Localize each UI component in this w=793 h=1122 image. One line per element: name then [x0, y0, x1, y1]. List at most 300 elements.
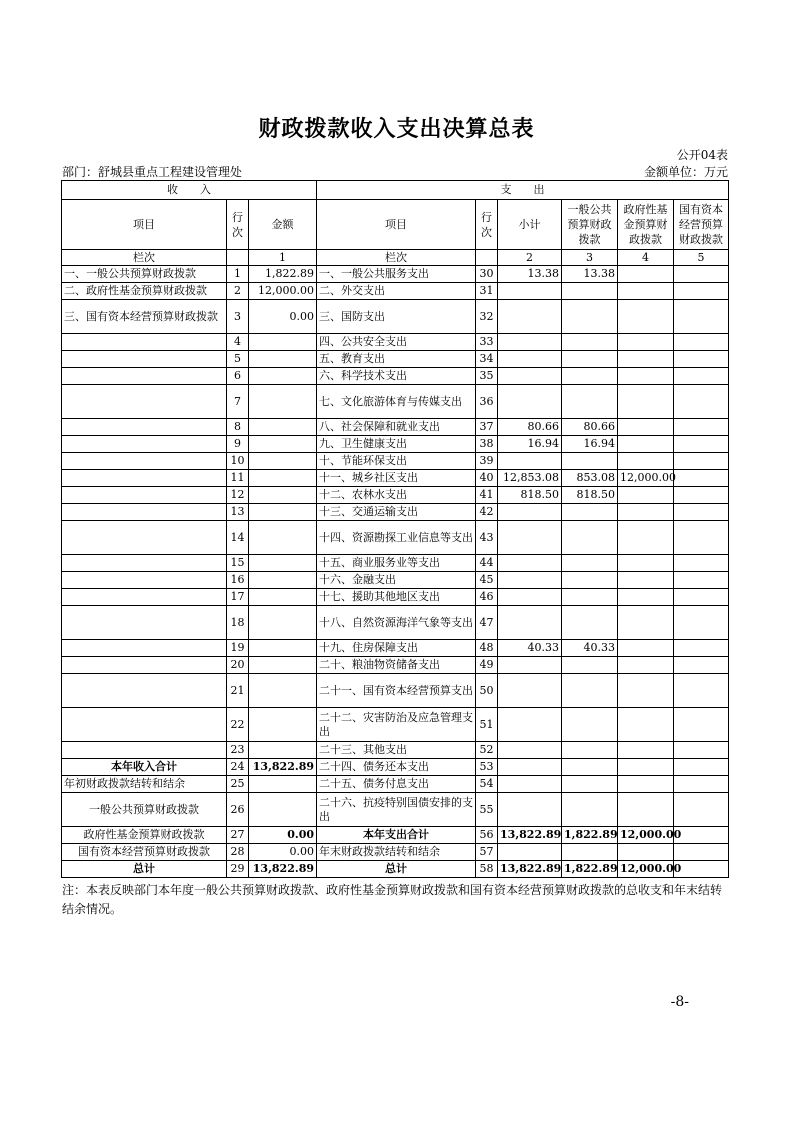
expense-item-cell: 四、公共安全支出: [317, 334, 476, 351]
income-line-cell: 7: [227, 385, 249, 419]
income-line-cell: 17: [227, 589, 249, 606]
capital-budget-cell: [674, 674, 729, 708]
expense-item-cell: 二十一、国有资本经营预算支出: [317, 674, 476, 708]
table-row: [62, 453, 729, 470]
table-row: [62, 385, 729, 419]
table-row: [62, 827, 729, 844]
income-item-cell: [62, 470, 227, 487]
general-budget-cell: 40.33: [562, 640, 618, 657]
general-budget-header: 一般公共预算财政拨款: [562, 200, 618, 250]
fund-budget-cell: [618, 368, 674, 385]
general-budget-cell: [562, 300, 618, 334]
income-amount-cell: [249, 589, 317, 606]
income-item-cell: [62, 487, 227, 504]
subtotal-cell: [498, 385, 562, 419]
income-amount-cell: 0.00: [249, 827, 317, 844]
income-item-cell: 一、一般公共预算财政拨款: [62, 266, 227, 283]
expense-line-cell: 44: [476, 555, 498, 572]
table-row: [62, 674, 729, 708]
expense-line-cell: 33: [476, 334, 498, 351]
income-item-cell: 总计: [62, 861, 227, 878]
income-line-cell: 26: [227, 793, 249, 827]
fund-budget-cell: [618, 555, 674, 572]
income-line-cell: 29: [227, 861, 249, 878]
income-line-cell: 5: [227, 351, 249, 368]
capital-budget-cell: [674, 453, 729, 470]
income-line-cell: 1: [227, 266, 249, 283]
subtotal-cell: 818.50: [498, 487, 562, 504]
col-index-1: 1: [249, 250, 317, 266]
table-row: [62, 572, 729, 589]
expense-item-cell: 十五、商业服务业等支出: [317, 555, 476, 572]
income-line-cell: 21: [227, 674, 249, 708]
expense-line-cell: 38: [476, 436, 498, 453]
income-line-header: 行次: [227, 200, 249, 250]
fund-budget-cell: [618, 793, 674, 827]
form-code: 公开04表: [676, 148, 728, 162]
col-label: 栏次: [317, 250, 476, 266]
income-item-cell: 本年收入合计: [62, 759, 227, 776]
capital-budget-cell: [674, 606, 729, 640]
expense-item-cell: 二十四、债务还本支出: [317, 759, 476, 776]
capital-budget-cell: [674, 436, 729, 453]
general-budget-cell: [562, 385, 618, 419]
general-budget-cell: [562, 368, 618, 385]
general-budget-cell: [562, 844, 618, 861]
income-line-cell: 2: [227, 283, 249, 300]
subtotal-cell: [498, 334, 562, 351]
table-row: [62, 759, 729, 776]
capital-budget-cell: [674, 742, 729, 759]
blank-cell: [476, 250, 498, 266]
income-item-cell: [62, 657, 227, 674]
fund-budget-cell: 12,000.00: [618, 861, 674, 878]
income-line-cell: 12: [227, 487, 249, 504]
capital-budget-cell: [674, 640, 729, 657]
income-line-cell: 19: [227, 640, 249, 657]
general-budget-cell: [562, 283, 618, 300]
expense-line-header: 行次: [476, 200, 498, 250]
capital-budget-cell: [674, 504, 729, 521]
income-amount-cell: [249, 470, 317, 487]
general-budget-cell: [562, 674, 618, 708]
subtotal-cell: [498, 555, 562, 572]
fund-budget-cell: [618, 589, 674, 606]
fund-budget-header: 政府性基金预算财政拨款: [618, 200, 674, 250]
capital-budget-cell: [674, 827, 729, 844]
subtotal-cell: [498, 844, 562, 861]
expense-item-cell: 十、节能环保支出: [317, 453, 476, 470]
income-item-cell: [62, 453, 227, 470]
table-row: [62, 266, 729, 283]
expense-line-cell: 49: [476, 657, 498, 674]
expense-line-cell: 31: [476, 283, 498, 300]
general-budget-cell: [562, 742, 618, 759]
income-line-cell: 11: [227, 470, 249, 487]
table-row: [62, 300, 729, 334]
expense-line-cell: 30: [476, 266, 498, 283]
subtotal-cell: [498, 776, 562, 793]
income-item-cell: 政府性基金预算财政拨款: [62, 827, 227, 844]
fund-budget-cell: [618, 674, 674, 708]
subtotal-cell: [498, 351, 562, 368]
subtotal-cell: 13,822.89: [498, 827, 562, 844]
capital-budget-cell: [674, 300, 729, 334]
col-index-2: 2: [498, 250, 562, 266]
capital-budget-cell: [674, 572, 729, 589]
subtotal-cell: [498, 368, 562, 385]
col-index-4: 4: [618, 250, 674, 266]
income-line-cell: 3: [227, 300, 249, 334]
subtotal-cell: 80.66: [498, 419, 562, 436]
general-budget-cell: 13.38: [562, 266, 618, 283]
capital-budget-cell: [674, 793, 729, 827]
table-row: [62, 419, 729, 436]
capital-budget-cell: [674, 861, 729, 878]
column-index-row: [62, 250, 729, 266]
expense-line-cell: 45: [476, 572, 498, 589]
fund-budget-cell: [618, 487, 674, 504]
expense-item-cell: 六、科学技术支出: [317, 368, 476, 385]
fund-budget-cell: [618, 776, 674, 793]
table-row: [62, 640, 729, 657]
table-row: [62, 487, 729, 504]
capital-budget-cell: [674, 487, 729, 504]
subtotal-cell: 16.94: [498, 436, 562, 453]
income-line-cell: 22: [227, 708, 249, 742]
capital-budget-cell: [674, 266, 729, 283]
income-amount-cell: [249, 368, 317, 385]
budget-table: [61, 180, 729, 878]
expense-line-cell: 48: [476, 640, 498, 657]
fund-budget-cell: [618, 385, 674, 419]
capital-budget-cell: [674, 419, 729, 436]
fund-budget-cell: [618, 334, 674, 351]
table-row: [62, 742, 729, 759]
expense-item-cell: 十三、交通运输支出: [317, 504, 476, 521]
fund-budget-cell: [618, 606, 674, 640]
capital-budget-cell: [674, 385, 729, 419]
income-item-cell: [62, 572, 227, 589]
general-budget-cell: [562, 521, 618, 555]
income-amount-cell: [249, 436, 317, 453]
general-budget-cell: [562, 708, 618, 742]
subtotal-cell: 13,822.89: [498, 861, 562, 878]
income-line-cell: 8: [227, 419, 249, 436]
table-row: [62, 776, 729, 793]
column-header-row: [62, 200, 729, 250]
income-line-cell: 6: [227, 368, 249, 385]
general-budget-cell: [562, 334, 618, 351]
income-item-cell: 二、政府性基金预算财政拨款: [62, 283, 227, 300]
expense-item-cell: 十七、援助其他地区支出: [317, 589, 476, 606]
expense-item-cell: 二十六、抗疫特别国债安排的支出: [317, 793, 476, 827]
general-budget-cell: [562, 606, 618, 640]
fund-budget-cell: [618, 640, 674, 657]
table-row: [62, 470, 729, 487]
subtotal-cell: [498, 793, 562, 827]
expense-item-cell: 二十、粮油物资储备支出: [317, 657, 476, 674]
income-item-header: 项目: [62, 200, 227, 250]
expense-item-cell: 一、一般公共服务支出: [317, 266, 476, 283]
table-row: [62, 657, 729, 674]
subtotal-header: 小计: [498, 200, 562, 250]
expense-line-cell: 53: [476, 759, 498, 776]
income-line-cell: 23: [227, 742, 249, 759]
col-label: 栏次: [62, 250, 227, 266]
income-line-cell: 15: [227, 555, 249, 572]
income-item-cell: 三、国有资本经营预算财政拨款: [62, 300, 227, 334]
subtotal-cell: [498, 742, 562, 759]
income-item-cell: [62, 589, 227, 606]
table-row: [62, 589, 729, 606]
expense-line-cell: 58: [476, 861, 498, 878]
expense-line-cell: 55: [476, 793, 498, 827]
income-amount-cell: [249, 640, 317, 657]
income-amount-cell: [249, 742, 317, 759]
table-row: [62, 861, 729, 878]
income-item-cell: [62, 606, 227, 640]
table-row: [62, 351, 729, 368]
income-item-cell: [62, 640, 227, 657]
general-budget-cell: [562, 351, 618, 368]
income-line-cell: 14: [227, 521, 249, 555]
income-amount-cell: [249, 657, 317, 674]
fund-budget-cell: [618, 657, 674, 674]
fund-budget-cell: [618, 572, 674, 589]
income-amount-cell: [249, 504, 317, 521]
general-budget-cell: [562, 453, 618, 470]
income-amount-cell: [249, 385, 317, 419]
fund-budget-cell: [618, 351, 674, 368]
general-budget-cell: [562, 504, 618, 521]
income-item-cell: [62, 674, 227, 708]
general-budget-cell: 80.66: [562, 419, 618, 436]
capital-budget-cell: [674, 470, 729, 487]
expense-item-cell: 三、国防支出: [317, 300, 476, 334]
table-row: [62, 844, 729, 861]
income-line-cell: 18: [227, 606, 249, 640]
expense-item-cell: 七、文化旅游体育与传媒支出: [317, 385, 476, 419]
subtotal-cell: [498, 708, 562, 742]
fund-budget-cell: [618, 708, 674, 742]
income-line-cell: 10: [227, 453, 249, 470]
income-amount-cell: [249, 487, 317, 504]
col-index-3: 3: [562, 250, 618, 266]
income-item-cell: [62, 351, 227, 368]
expense-line-cell: 57: [476, 844, 498, 861]
table-row: [62, 555, 729, 572]
expense-line-cell: 39: [476, 453, 498, 470]
income-amount-cell: [249, 555, 317, 572]
income-item-cell: [62, 742, 227, 759]
expense-line-cell: 52: [476, 742, 498, 759]
income-amount-cell: [249, 572, 317, 589]
page-number: -8-: [670, 994, 689, 1010]
income-line-cell: 16: [227, 572, 249, 589]
table-row: [62, 368, 729, 385]
fund-budget-cell: [618, 742, 674, 759]
expense-line-cell: 46: [476, 589, 498, 606]
income-item-cell: [62, 436, 227, 453]
general-budget-cell: 16.94: [562, 436, 618, 453]
subtotal-cell: 12,853.08: [498, 470, 562, 487]
subtotal-cell: 13.38: [498, 266, 562, 283]
fund-budget-cell: [618, 844, 674, 861]
expense-item-cell: 二十二、灾害防治及应急管理支出: [317, 708, 476, 742]
income-item-cell: [62, 708, 227, 742]
income-amount-cell: [249, 776, 317, 793]
subtotal-cell: [498, 453, 562, 470]
section-header-row: [62, 181, 729, 200]
expense-item-cell: 二、外交支出: [317, 283, 476, 300]
fund-budget-cell: [618, 504, 674, 521]
table-row: [62, 708, 729, 742]
income-amount-cell: [249, 606, 317, 640]
expense-item-cell: 总计: [317, 861, 476, 878]
capital-budget-cell: [674, 368, 729, 385]
table-row: [62, 606, 729, 640]
expense-line-cell: 37: [476, 419, 498, 436]
expense-line-cell: 36: [476, 385, 498, 419]
income-line-cell: 24: [227, 759, 249, 776]
expense-line-cell: 56: [476, 827, 498, 844]
expense-item-cell: 二十三、其他支出: [317, 742, 476, 759]
capital-budget-cell: [674, 283, 729, 300]
subtotal-cell: 40.33: [498, 640, 562, 657]
table-row: [62, 283, 729, 300]
fund-budget-cell: [618, 300, 674, 334]
table-note: 注：本表反映部门本年度一般公共预算财政拨款、政府性基金预算财政拨款和国有资本经营预算财政拨款的总收支和年末结转结余情况。: [62, 883, 723, 916]
fund-budget-cell: [618, 759, 674, 776]
income-item-cell: [62, 555, 227, 572]
col-index-5: 5: [674, 250, 729, 266]
general-budget-cell: [562, 555, 618, 572]
table-row: [62, 436, 729, 453]
table-row: [62, 521, 729, 555]
expense-item-cell: 十六、金融支出: [317, 572, 476, 589]
income-item-cell: 国有资本经营预算财政拨款: [62, 844, 227, 861]
income-amount-cell: 1,822.89: [249, 266, 317, 283]
general-budget-cell: [562, 793, 618, 827]
expense-item-cell: 五、教育支出: [317, 351, 476, 368]
general-budget-cell: 1,822.89: [562, 861, 618, 878]
income-item-cell: [62, 504, 227, 521]
fund-budget-cell: [618, 266, 674, 283]
expense-line-cell: 40: [476, 470, 498, 487]
general-budget-cell: 818.50: [562, 487, 618, 504]
expense-item-cell: 八、社会保障和就业支出: [317, 419, 476, 436]
subtotal-cell: [498, 674, 562, 708]
subtotal-cell: [498, 300, 562, 334]
expense-line-cell: 32: [476, 300, 498, 334]
expense-item-cell: 本年支出合计: [317, 827, 476, 844]
table-row: [62, 793, 729, 827]
table-row: [62, 334, 729, 351]
expense-line-cell: 41: [476, 487, 498, 504]
subtotal-cell: [498, 657, 562, 674]
fund-budget-cell: 12,000.00: [618, 827, 674, 844]
fund-budget-cell: 12,000.00: [618, 470, 674, 487]
subtotal-cell: [498, 521, 562, 555]
expense-line-cell: 51: [476, 708, 498, 742]
capital-budget-cell: [674, 555, 729, 572]
general-budget-cell: 1,822.89: [562, 827, 618, 844]
income-item-cell: [62, 385, 227, 419]
income-amount-cell: [249, 674, 317, 708]
expense-item-cell: 十二、农林水支出: [317, 487, 476, 504]
unit-label: 金额单位：万元: [643, 165, 728, 179]
income-line-cell: 20: [227, 657, 249, 674]
income-item-cell: [62, 521, 227, 555]
income-amount-cell: [249, 351, 317, 368]
subtotal-cell: [498, 283, 562, 300]
subtotal-cell: [498, 606, 562, 640]
subtotal-cell: [498, 504, 562, 521]
income-amount-cell: [249, 334, 317, 351]
income-line-cell: 27: [227, 827, 249, 844]
department-label: 部门：舒城县重点工程建设管理处: [62, 165, 243, 179]
income-line-cell: 28: [227, 844, 249, 861]
expense-line-cell: 34: [476, 351, 498, 368]
general-budget-cell: [562, 759, 618, 776]
income-item-cell: [62, 419, 227, 436]
capital-budget-cell: [674, 844, 729, 861]
income-amount-cell: 12,000.00: [249, 283, 317, 300]
expense-item-cell: 二十五、债务付息支出: [317, 776, 476, 793]
expense-line-cell: 35: [476, 368, 498, 385]
capital-budget-cell: [674, 589, 729, 606]
income-line-cell: 4: [227, 334, 249, 351]
subtotal-cell: [498, 572, 562, 589]
income-item-cell: 年初财政拨款结转和结余: [62, 776, 227, 793]
expense-item-cell: 十九、住房保障支出: [317, 640, 476, 657]
fund-budget-cell: [618, 453, 674, 470]
expense-line-cell: 54: [476, 776, 498, 793]
income-line-cell: 9: [227, 436, 249, 453]
income-item-cell: 一般公共预算财政拨款: [62, 793, 227, 827]
income-line-cell: 25: [227, 776, 249, 793]
income-amount-cell: [249, 453, 317, 470]
page-title: 财政拨款收入支出决算总表: [258, 116, 535, 142]
income-amount-cell: [249, 793, 317, 827]
income-amount-cell: [249, 419, 317, 436]
expense-line-cell: 43: [476, 521, 498, 555]
general-budget-cell: [562, 776, 618, 793]
capital-budget-cell: [674, 334, 729, 351]
income-amount-cell: [249, 708, 317, 742]
fund-budget-cell: [618, 521, 674, 555]
expense-item-header: 项目: [317, 200, 476, 250]
capital-budget-cell: [674, 657, 729, 674]
general-budget-cell: [562, 657, 618, 674]
income-amount-header: 金额: [249, 200, 317, 250]
expense-line-cell: 42: [476, 504, 498, 521]
expense-header: 支 出: [317, 181, 729, 200]
income-line-cell: 13: [227, 504, 249, 521]
income-amount-cell: 0.00: [249, 844, 317, 861]
expense-line-cell: 50: [476, 674, 498, 708]
capital-budget-cell: [674, 776, 729, 793]
fund-budget-cell: [618, 283, 674, 300]
income-item-cell: [62, 368, 227, 385]
expense-item-cell: 十四、资源勘探工业信息等支出: [317, 521, 476, 555]
income-header: 收 入: [62, 181, 317, 200]
income-amount-cell: 13,822.89: [249, 759, 317, 776]
expense-line-cell: 47: [476, 606, 498, 640]
capital-budget-cell: [674, 521, 729, 555]
fund-budget-cell: [618, 436, 674, 453]
